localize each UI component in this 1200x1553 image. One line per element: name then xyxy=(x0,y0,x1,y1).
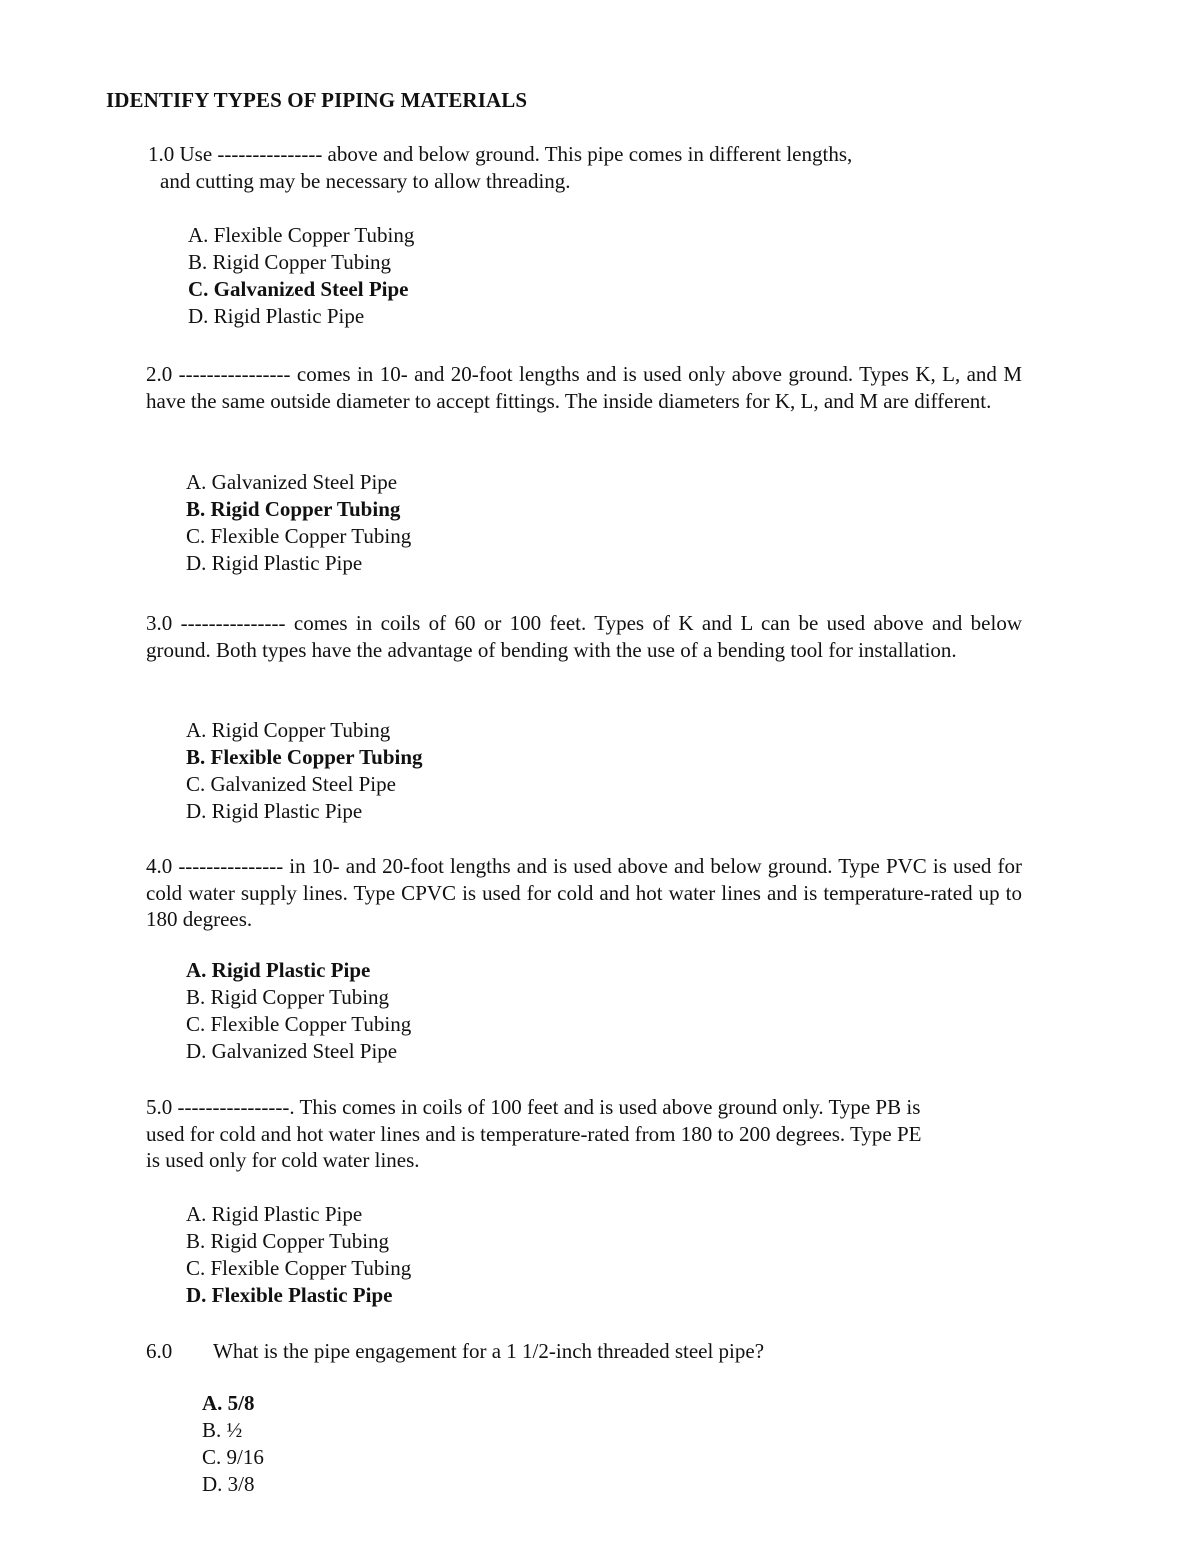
question-4-text: 4.0 --------------- in 10- and 20-foot lengths and is used above and below ground. Type PVC is used for cold water supply lines. Type CPVC is used for cold and hot water lines and is temperature-rated up to 180 degrees. xyxy=(146,854,1022,931)
option-item: B. ½ xyxy=(202,1418,243,1442)
correct-answer-option: A. Rigid Plastic Pipe xyxy=(186,958,371,982)
question-6-number: 6.0 xyxy=(146,1339,173,1363)
question-5-text xyxy=(146,1094,1022,1174)
question-1-options xyxy=(188,222,414,330)
option-item: C. Flexible Copper Tubing xyxy=(186,1256,412,1280)
question-5-line-1: 5.0 ----------------. This comes in coils of 100 feet and is used above ground only. Type PB is xyxy=(146,1095,921,1119)
question-1-text xyxy=(148,141,1028,194)
option-item: C. 9/16 xyxy=(202,1445,264,1469)
question-1-line-1: 1.0 Use --------------- above and below ground. This pipe comes in different lengths, xyxy=(148,142,853,166)
question-3-options xyxy=(186,717,423,825)
question-6-text xyxy=(146,1338,1022,1365)
option-item: B. Rigid Copper Tubing xyxy=(186,1229,390,1253)
option-item: A. Galvanized Steel Pipe xyxy=(186,470,398,494)
option-item: C. Flexible Copper Tubing xyxy=(186,524,412,548)
option-item: B. Rigid Copper Tubing xyxy=(186,985,390,1009)
question-6-prompt: What is the pipe engagement for a 1 1/2-inch threaded steel pipe? xyxy=(213,1339,765,1363)
question-1-line-2: and cutting may be necessary to allow threading. xyxy=(160,168,571,193)
option-item: D. Rigid Plastic Pipe xyxy=(188,304,365,328)
correct-answer-option: C. Galvanized Steel Pipe xyxy=(188,277,409,301)
option-item: C. Flexible Copper Tubing xyxy=(186,1012,412,1036)
option-item: A. Rigid Copper Tubing xyxy=(186,718,391,742)
option-item: D. Rigid Plastic Pipe xyxy=(186,799,363,823)
option-item: D. 3/8 xyxy=(202,1472,255,1496)
question-4-options xyxy=(186,957,411,1065)
question-5-line-2: used for cold and hot water lines and is temperature-rated from 180 to 200 degrees. Type PE xyxy=(146,1121,922,1146)
option-item: B. Rigid Copper Tubing xyxy=(188,250,392,274)
page-title: IDENTIFY TYPES OF PIPING MATERIALS xyxy=(106,88,528,112)
correct-answer-option: B. Flexible Copper Tubing xyxy=(186,745,423,769)
option-item: D. Galvanized Steel Pipe xyxy=(186,1039,398,1063)
question-2-text: 2.0 ---------------- comes in 10- and 20-foot lengths and is used only above ground. Types K, L, and M have the same outside diameter to accept fittings. The inside diameters for K, L, and M are different. xyxy=(146,362,1022,413)
question-5-options xyxy=(186,1201,411,1309)
option-item: A. Rigid Plastic Pipe xyxy=(186,1202,363,1226)
correct-answer-option: A. 5/8 xyxy=(202,1391,255,1415)
question-3-text: 3.0 --------------- comes in coils of 60 or 100 feet. Types of K and L can be used above and below ground. Both types have the advantage of bending with the use of a bending tool for installation. xyxy=(146,611,1022,662)
option-item: C. Galvanized Steel Pipe xyxy=(186,772,396,796)
option-item: A. Flexible Copper Tubing xyxy=(188,223,415,247)
correct-answer-option: D. Flexible Plastic Pipe xyxy=(186,1283,393,1307)
correct-answer-option: B. Rigid Copper Tubing xyxy=(186,497,401,521)
question-2-options xyxy=(186,469,411,577)
question-6-options xyxy=(202,1390,264,1498)
option-item: D. Rigid Plastic Pipe xyxy=(186,551,363,575)
question-5-line-3: is used only for cold water lines. xyxy=(146,1148,420,1172)
